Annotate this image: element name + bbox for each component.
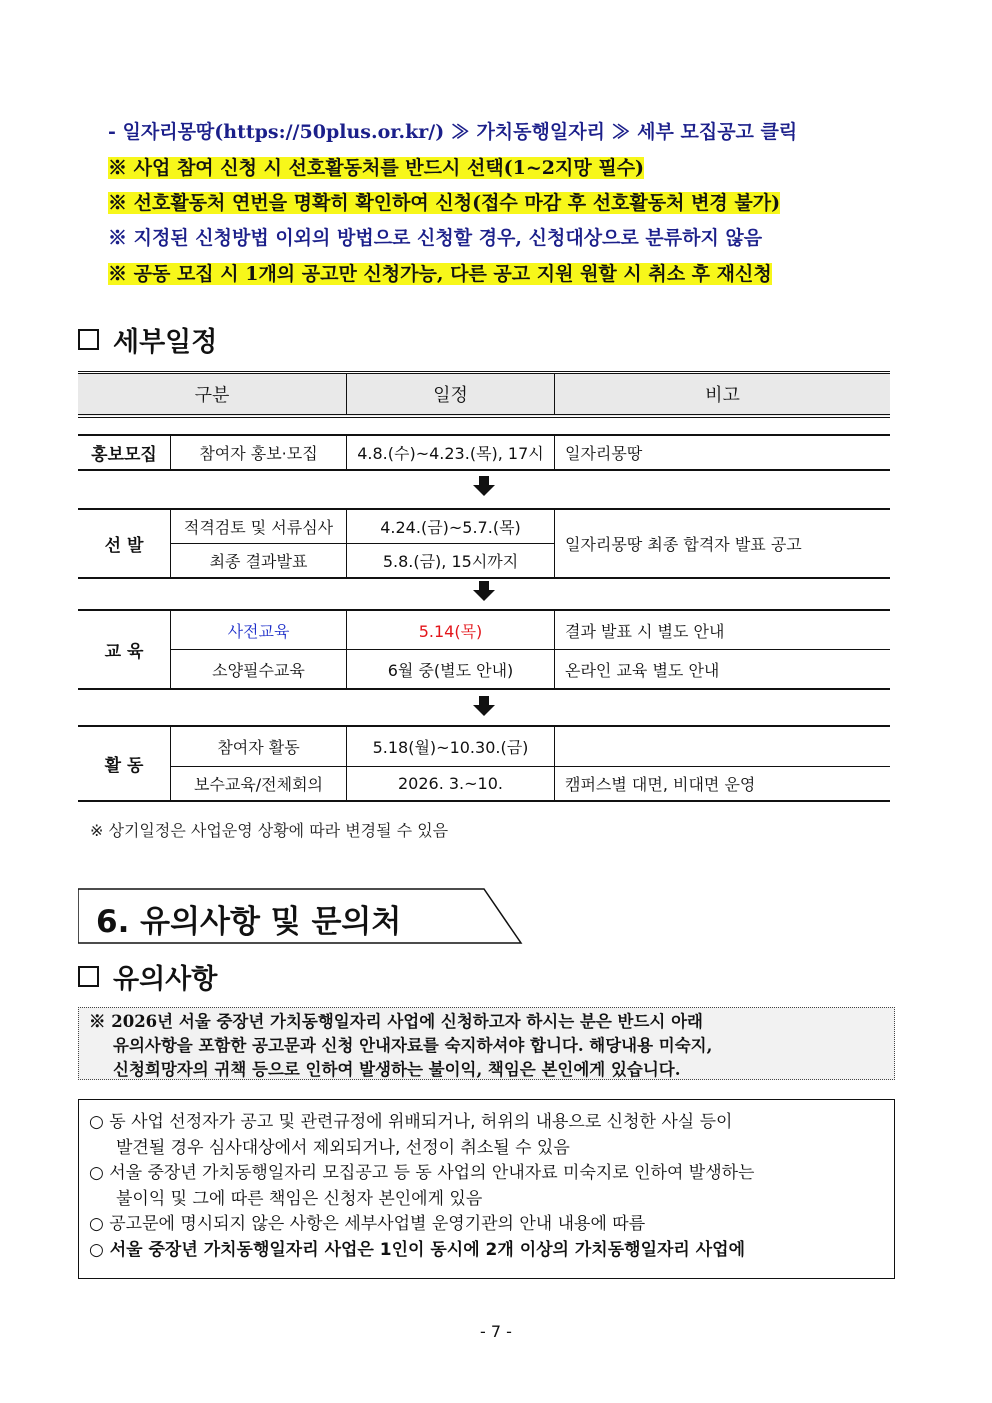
caution-heading	[78, 957, 217, 996]
table-row	[78, 435, 890, 470]
list-item: 발견될 경우 심사대상에서 제외되거나, 선정이 취소될 수 있음	[116, 1137, 570, 1158]
promo-date: 4.8.(수)~4.23.(목), 17시	[347, 435, 555, 470]
table-row	[78, 610, 890, 650]
activity-note: 캠퍼스별 대면, 비대면 운영	[555, 767, 891, 802]
promo-item: 참여자 홍보·모집	[171, 435, 347, 470]
header-remarks: 비고	[555, 373, 891, 417]
caution-box	[78, 1007, 895, 1080]
table-row	[78, 509, 890, 544]
selection-table	[78, 508, 890, 579]
activity-date: 2026. 3.~10.	[347, 767, 555, 802]
top-line-2: ※ 사업 참여 신청 시 선호활동처를 반드시 선택(1~2지망 필수)	[108, 157, 645, 179]
education-note: 결과 발표 시 별도 안내	[555, 610, 891, 650]
education-item: 소양필수교육	[171, 650, 347, 690]
activity-note	[555, 726, 891, 767]
list-item: ○ 서울 중장년 가치동행일자리 모집공고 등 동 사업의 안내자료 미숙지로 인하여 발생하는	[89, 1163, 755, 1183]
selection-note: 일자리몽땅 최종 합격자 발표 공고	[555, 509, 891, 578]
schedule-footnote: ※ 상기일정은 사업운영 상황에 따라 변경될 수 있음	[90, 821, 449, 840]
top-line-4: ※ 지정된 신청방법 이외의 방법으로 신청할 경우, 신청대상으로 분류하지 않음	[108, 227, 763, 249]
list-item: ○ 동 사업 선정자가 공고 및 관련규정에 위배되거나, 허위의 내용으로 신청한 사실 등이	[89, 1112, 733, 1132]
schedule-heading	[78, 320, 217, 359]
activity-date: 5.18(월)~10.30.(금)	[347, 726, 555, 767]
caution-heading-text: 유의사항	[113, 964, 218, 995]
activity-table	[78, 725, 890, 802]
down-arrow-icon	[473, 476, 495, 496]
checkbox-square-icon	[78, 966, 99, 987]
table-row	[78, 650, 890, 690]
list-item: ○ 공고문에 명시되지 않은 사항은 세부사업별 운영기관의 안내 내용에 따름	[89, 1214, 646, 1234]
caution-line: ※ 2026년 서울 중장년 가치동행일자리 사업에 신청하고자 하시는 분은 반드시 아래	[89, 1012, 703, 1031]
selection-item: 적격검토 및 서류심사	[171, 509, 347, 544]
activity-item: 보수교육/전체회의	[171, 767, 347, 802]
schedule-header-table	[78, 371, 890, 418]
schedule-heading-text: 세부일정	[113, 327, 218, 358]
header-category: 구분	[78, 373, 347, 417]
list-item: 불이익 및 그에 따른 책임은 신청자 본인에게 있음	[116, 1188, 483, 1209]
table-row	[78, 726, 890, 767]
list-item: ○ 서울 중장년 가치동행일자리 사업은 1인이 동시에 2개 이상의 가치동행일자리 사업에	[89, 1239, 746, 1260]
education-table	[78, 609, 890, 690]
top-line-3: ※ 선호활동처 연번을 명확히 확인하여 신청(접수 마감 후 선호활동처 변경 불가)	[108, 192, 781, 214]
chapter-title: 6. 유의사항 및 문의처	[96, 904, 402, 940]
activity-item: 참여자 활동	[171, 726, 347, 767]
selection-item: 최종 결과발표	[171, 544, 347, 579]
top-line-5: ※ 공동 모집 시 1개의 공고만 신청가능, 다른 공고 지원 원할 시 취소 후 재신청	[108, 263, 772, 285]
promo-note: 일자리몽땅	[555, 435, 891, 470]
education-item: 사전교육	[171, 610, 347, 650]
education-date: 6월 중(별도 안내)	[347, 650, 555, 690]
down-arrow-icon	[473, 581, 495, 601]
page-number: - 7 -	[480, 1322, 512, 1341]
caution-line: 신청희망자의 귀책 등으로 인하여 발생하는 불이익, 책임은 본인에게 있습니다.	[113, 1060, 681, 1079]
selection-date: 4.24.(금)~5.7.(목)	[347, 509, 555, 544]
table-row	[78, 767, 890, 802]
education-group: 교 육	[78, 610, 171, 689]
notice-items-box	[78, 1099, 895, 1279]
selection-group: 선 발	[78, 509, 171, 578]
promo-table	[78, 434, 890, 471]
down-arrow-icon	[473, 696, 495, 716]
selection-date: 5.8.(금), 15시까지	[347, 544, 555, 579]
activity-group: 활 동	[78, 726, 171, 801]
header-schedule: 일정	[347, 373, 555, 417]
education-note: 온라인 교육 별도 안내	[555, 650, 891, 690]
chapter-heading	[78, 888, 523, 944]
top-line-1: - 일자리몽땅(https://50plus.or.kr/) ≫ 가치동행일자리 ≫ 세부 모집공고 클릭	[108, 121, 798, 143]
caution-line: 유의사항을 포함한 공고문과 신청 안내자료를 숙지하셔야 합니다. 해당내용 미숙지,	[113, 1036, 713, 1055]
education-date: 5.14(목)	[347, 610, 555, 650]
promo-group: 홍보모집	[78, 435, 171, 470]
checkbox-square-icon	[78, 329, 99, 350]
